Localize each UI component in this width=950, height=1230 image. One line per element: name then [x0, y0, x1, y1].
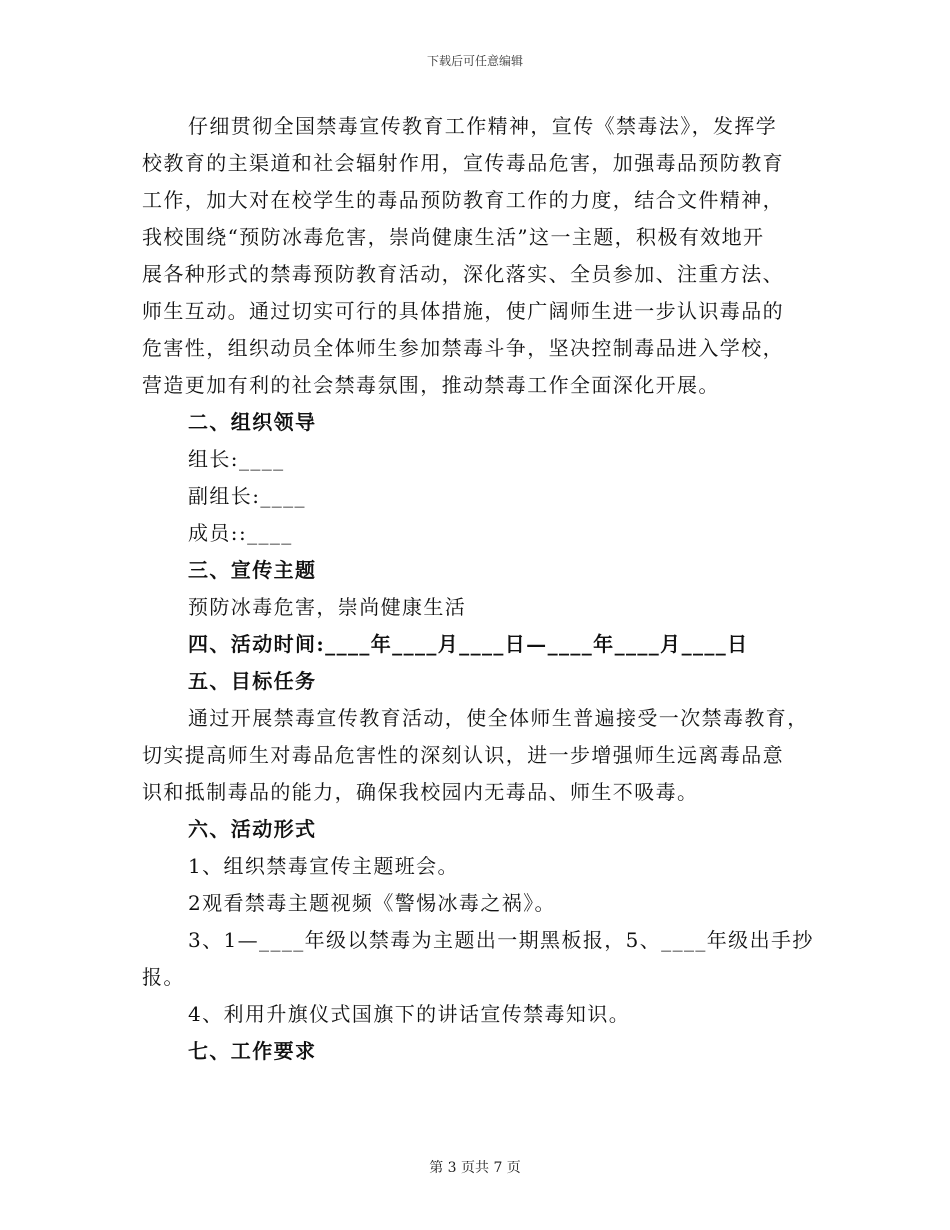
goals-line: 通过开展禁毒宣传教育活动，使全体师生普遍接受一次禁毒教育， — [188, 706, 809, 730]
intro-line: 展各种形式的禁毒预防教育活动，深化落实、全员参加、注重方法、 — [142, 262, 784, 286]
theme-text: 预防冰毒危害，崇尚健康生活 — [188, 595, 467, 619]
deputy-leader-field: 副组长:____ — [188, 484, 306, 508]
members-field: 成员::____ — [188, 521, 293, 545]
activity-item-4: 4、利用升旗仪式国旗下的讲话宣传禁毒知识。 — [188, 1002, 631, 1026]
leader-field: 组长:____ — [188, 447, 285, 471]
activity-item-2: 2观看禁毒主题视频《警惕冰毒之祸》。 — [188, 891, 556, 915]
activity-item-3-cont: 报。 — [142, 965, 185, 989]
intro-line: 工作，加大对在校学生的毒品预防教育工作的力度，结合文件精神， — [142, 188, 784, 212]
section-heading-organization: 二、组织领导 — [188, 410, 317, 434]
intro-line: 营造更加有利的社会禁毒氛围，推动禁毒工作全面深化开展。 — [142, 373, 720, 397]
intro-line: 危害性，组织动员全体师生参加禁毒斗争，坚决控制毒品进入学校， — [142, 336, 784, 360]
goals-line: 识和抵制毒品的能力，确保我校园内无毒品、师生不吸毒。 — [142, 780, 699, 804]
intro-line: 校教育的主渠道和社会辐射作用，宣传毒品危害，加强毒品预防教育 — [142, 151, 784, 175]
activity-item-1: 1、组织禁毒宣传主题班会。 — [188, 854, 459, 878]
intro-line: 师生互动。通过切实可行的具体措施，使广阔师生进一步认识毒品的 — [142, 299, 784, 323]
goals-line: 切实提高师生对毒品危害性的深刻认识，进一步增强师生远离毒品意 — [142, 743, 784, 767]
section-heading-goals: 五、目标任务 — [188, 669, 317, 693]
activity-item-3: 3、1—____年级以禁毒为主题出一期黑板报，5、____年级出手抄 — [188, 928, 814, 952]
section-heading-time: 四、活动时间:____年____月____日—____年____月____日 — [188, 632, 749, 656]
section-heading-requirements: 七、工作要求 — [188, 1039, 317, 1063]
document-body — [142, 108, 812, 1070]
intro-line: 我校围绕“预防冰毒危害，崇尚健康生活”这一主题，积极有效地开 — [142, 225, 765, 249]
section-heading-forms: 六、活动形式 — [188, 817, 317, 841]
section-heading-theme: 三、宣传主题 — [188, 558, 317, 582]
page-footer: 第 3 页共 7 页 — [429, 1160, 521, 1176]
page-header: 下载后可任意编辑 — [426, 54, 523, 68]
intro-line: 仔细贯彻全国禁毒宣传教育工作精神，宣传《禁毒法》，发挥学 — [188, 114, 778, 138]
